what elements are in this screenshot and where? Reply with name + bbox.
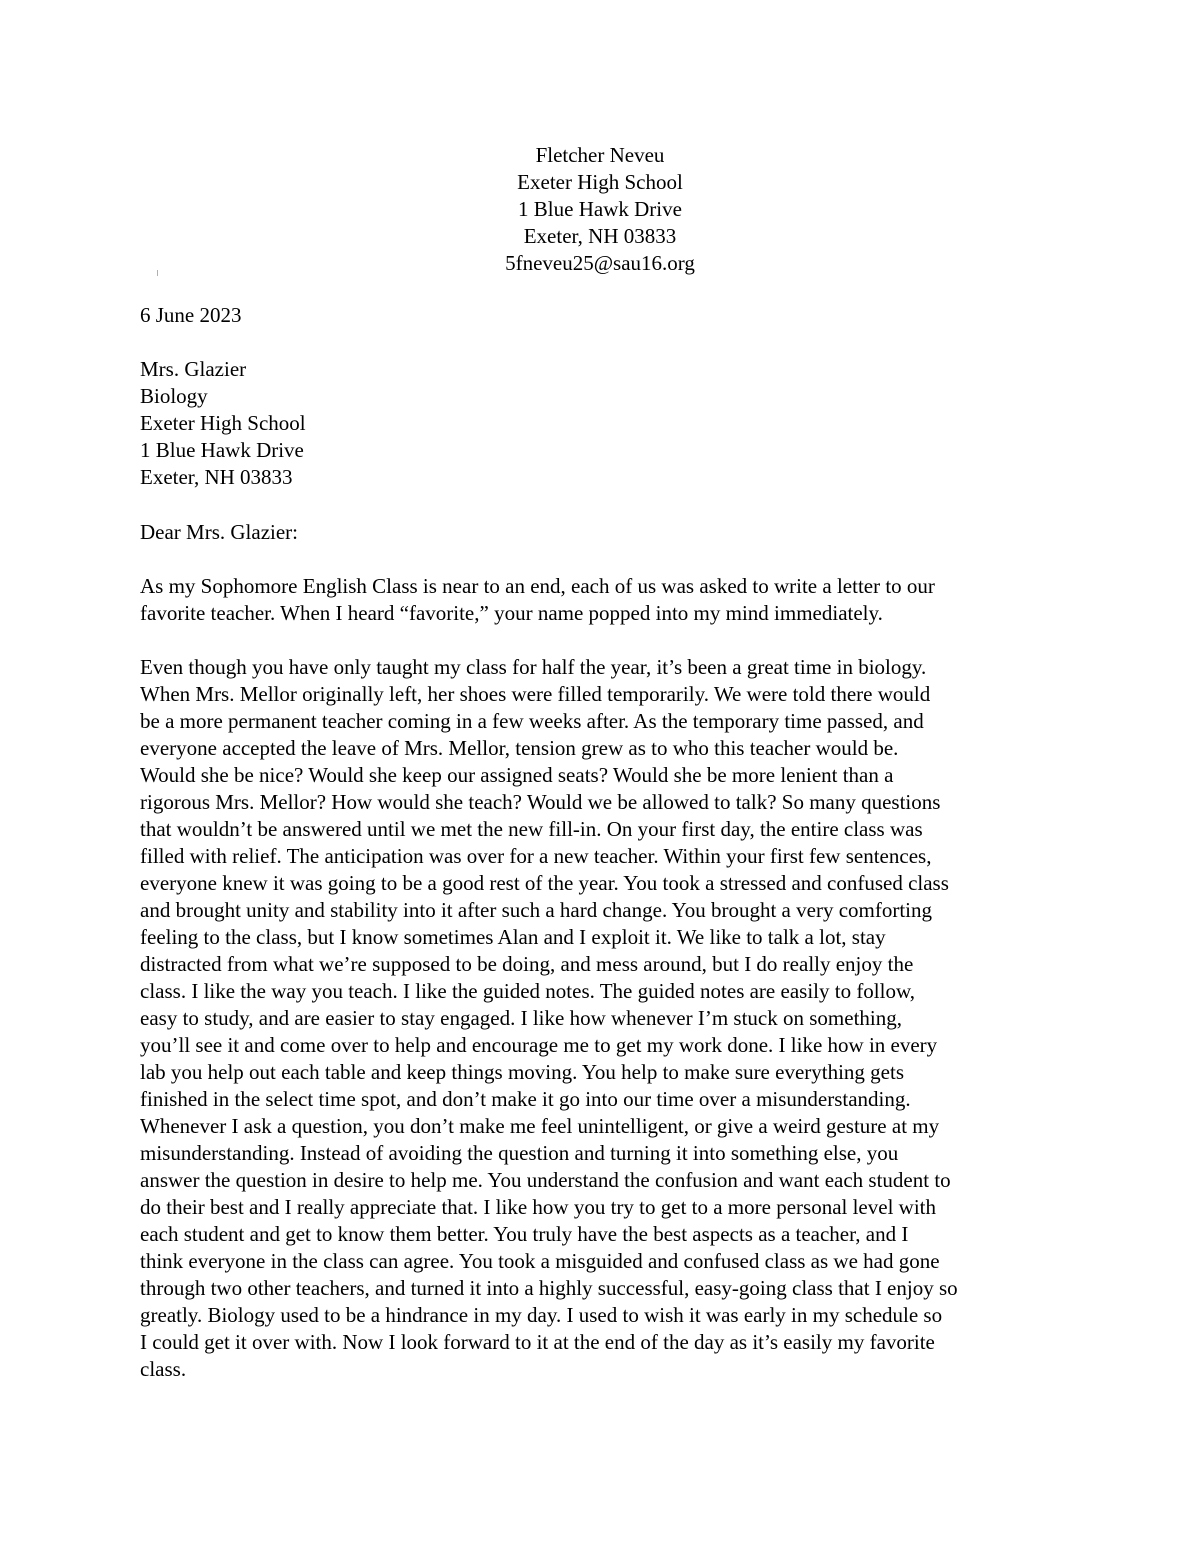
body-paragraph-1 [140, 573, 1070, 627]
paragraph-line: lab you help out each table and keep things moving. You help to make sure everything gets [140, 1060, 905, 1084]
paragraph-line: Would she be nice? Would she keep our assigned seats? Would she be more lenient than a [140, 763, 894, 787]
recipient-city-state-zip: Exeter, NH 03833 [140, 465, 293, 489]
paragraph-line: through two other teachers, and turned it into a highly successful, easy-going class that I enjoy so [140, 1276, 958, 1300]
sender-city-state-zip: Exeter, NH 03833 [523, 224, 677, 248]
sender-street: 1 Blue Hawk Drive [518, 197, 682, 221]
paragraph-line: rigorous Mrs. Mellor? How would she teach? Would we be allowed to talk? So many questions [140, 790, 941, 814]
paragraph-line: Whenever I ask a question, you don’t make me feel unintelligent, or give a weird gesture at my [140, 1114, 940, 1138]
salutation: Dear Mrs. Glazier: [140, 520, 299, 544]
recipient-school: Exeter High School [140, 411, 306, 435]
paragraph-line: When Mrs. Mellor originally left, her shoes were filled temporarily. We were told there would [140, 682, 931, 706]
paragraph-line: favorite teacher. When I heard “favorite,” your name popped into my mind immediately. [140, 601, 883, 625]
paragraph-line: class. I like the way you teach. I like the guided notes. The guided notes are easily to follow, [140, 979, 916, 1003]
paragraph-line: Even though you have only taught my class for half the year, it’s been a great time in biology. [140, 655, 927, 679]
paragraph-line: do their best and I really appreciate that. I like how you try to get to a more personal level with [140, 1195, 936, 1219]
paragraph-line: think everyone in the class can agree. You took a misguided and confused class as we had gone [140, 1249, 940, 1273]
paragraph-line: filled with relief. The anticipation was over for a new teacher. Within your first few sentences, [140, 844, 932, 868]
paragraph-line: you’ll see it and come over to help and encourage me to get my work done. I like how in every [140, 1033, 938, 1057]
paragraph-line: be a more permanent teacher coming in a few weeks after. As the temporary time passed, and [140, 709, 924, 733]
letter-date: 6 June 2023 [140, 303, 242, 327]
stray-mark [157, 270, 158, 276]
body-paragraph-2 [140, 654, 1070, 1383]
paragraph-line: and brought unity and stability into it after such a hard change. You brought a very comforting [140, 898, 933, 922]
paragraph-line: everyone knew it was going to be a good rest of the year. You took a stressed and confused class [140, 871, 949, 895]
paragraph-line: everyone accepted the leave of Mrs. Mellor, tension grew as to who this teacher would be. [140, 736, 899, 760]
paragraph-line: I could get it over with. Now I look forward to it at the end of the day as it’s easily my favorite [140, 1330, 935, 1354]
sender-school: Exeter High School [517, 170, 683, 194]
sender-address-block [0, 142, 1200, 277]
paragraph-line: greatly. Biology used to be a hindrance in my day. I used to wish it was early in my schedule so [140, 1303, 943, 1327]
paragraph-line: misunderstanding. Instead of avoiding the question and turning it into something else, you [140, 1141, 899, 1165]
paragraph-line: answer the question in desire to help me. You understand the confusion and want each student to [140, 1168, 951, 1192]
paragraph-line: distracted from what we’re supposed to be doing, and mess around, but I do really enjoy the [140, 952, 914, 976]
recipient-street: 1 Blue Hawk Drive [140, 438, 304, 462]
recipient-name: Mrs. Glazier [140, 357, 247, 381]
paragraph-line: easy to study, and are easier to stay engaged. I like how whenever I’m stuck on something, [140, 1006, 902, 1030]
recipient-address-block [140, 356, 1070, 491]
paragraph-line: As my Sophomore English Class is near to an end, each of us was asked to write a letter to our [140, 574, 935, 598]
paragraph-line: finished in the select time spot, and don’t make it go into our time over a misunderstanding. [140, 1087, 911, 1111]
sender-name: Fletcher Neveu [535, 143, 665, 167]
paragraph-line: feeling to the class, but I know sometimes Alan and I exploit it. We like to talk a lot, stay [140, 925, 886, 949]
paragraph-line: class. [140, 1357, 187, 1381]
recipient-subject: Biology [140, 384, 208, 408]
paragraph-line: each student and get to know them better. You truly have the best aspects as a teacher, and I [140, 1222, 909, 1246]
sender-email: 5fneveu25@sau16.org [505, 251, 695, 275]
paragraph-line: that wouldn’t be answered until we met the new fill-in. On your first day, the entire class was [140, 817, 923, 841]
